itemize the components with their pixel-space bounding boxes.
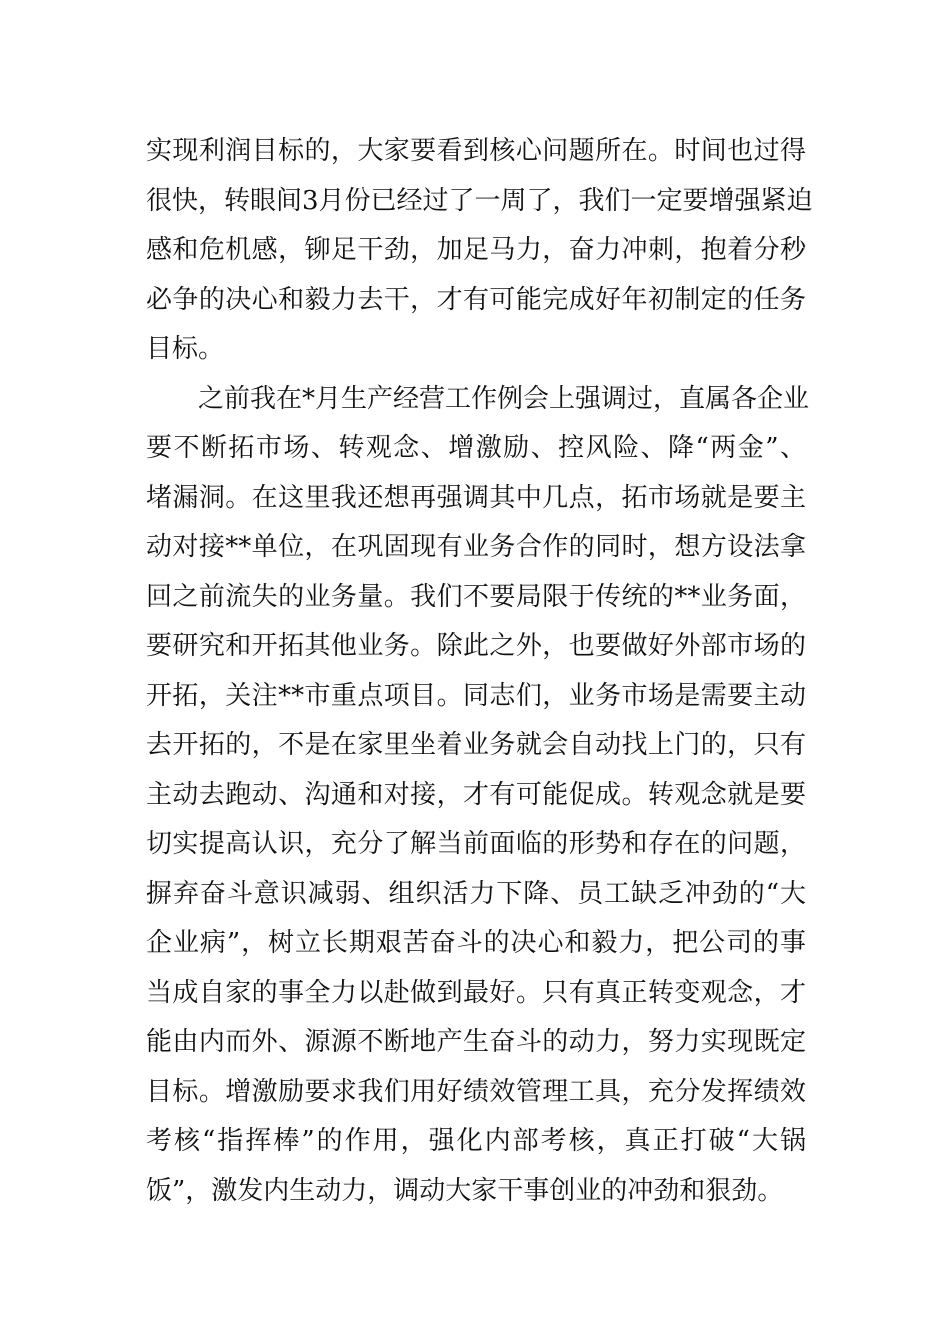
text-line: 去开拓的，不是在家里坐着业务就会自动找上门的，只有 [146,730,806,760]
text-line: 开拓，关注**市重点项目。同志们，业务市场是需要主动 [146,680,806,711]
text-line: 实现利润目标的，大家要看到核心问题所在。时间也过得 [146,136,806,166]
text-line: 能由内而外、源源不断地产生奋斗的动力，努力实现既定 [146,1027,806,1057]
text-line: 要不断拓市场、转观念、增激励、控风险、降“两金”、 [146,433,806,463]
text-line: 切实提高认识，充分了解当前面临的形势和存在的问题， [146,829,806,859]
document-body [146,127,813,1216]
text-line: 当成自家的事全力以赴做到最好。只有真正转变观念，才 [146,977,806,1008]
text-line: 要研究和开拓其他业务。除此之外，也要做好外部市场的 [146,631,806,661]
text-line: 目标。 [146,334,225,364]
text-line: 摒弃奋斗意识减弱、组织活力下降、员工缺乏冲劲的“大 [146,878,806,909]
text-line: 主动去跑动、沟通和对接，才有可能促成。转观念就是要 [146,779,806,810]
text-line: 饭”，激发内生动力，调动大家干事创业的冲劲和狠劲。 [146,1175,784,1206]
text-line: 堵漏洞。在这里我还想再强调其中几点，拓市场就是要主 [146,482,806,513]
paragraph-2 [146,375,810,1217]
paragraph-1 [146,127,813,375]
text-line: 目标。增激励要求我们用好绩效管理工具，充分发挥绩效 [146,1076,806,1107]
text-line: 感和危机感，铆足干劲，加足马力，奋力冲刺，抱着分秒 [146,235,806,265]
text-line: 必争的决心和毅力去干，才有可能完成好年初制定的任务 [146,284,806,315]
text-line: 考核“指挥棒”的作用，强化内部考核，真正打破“大锅 [146,1126,806,1156]
text-line: 动对接**单位，在巩固现有业务合作的同时，想方设法拿 [146,532,806,562]
text-line: 回之前流失的业务量。我们不要局限于传统的**业务面， [146,581,806,612]
text-line: 之前我在*月生产经营工作例会上强调过，直属各企业 [198,383,810,414]
text-line: 很快，转眼间3月份已经过了一周了，我们一定要增强紧迫 [146,185,813,216]
text-line: 企业病”，树立长期艰苦奋斗的决心和毅力，把公司的事 [146,928,806,958]
